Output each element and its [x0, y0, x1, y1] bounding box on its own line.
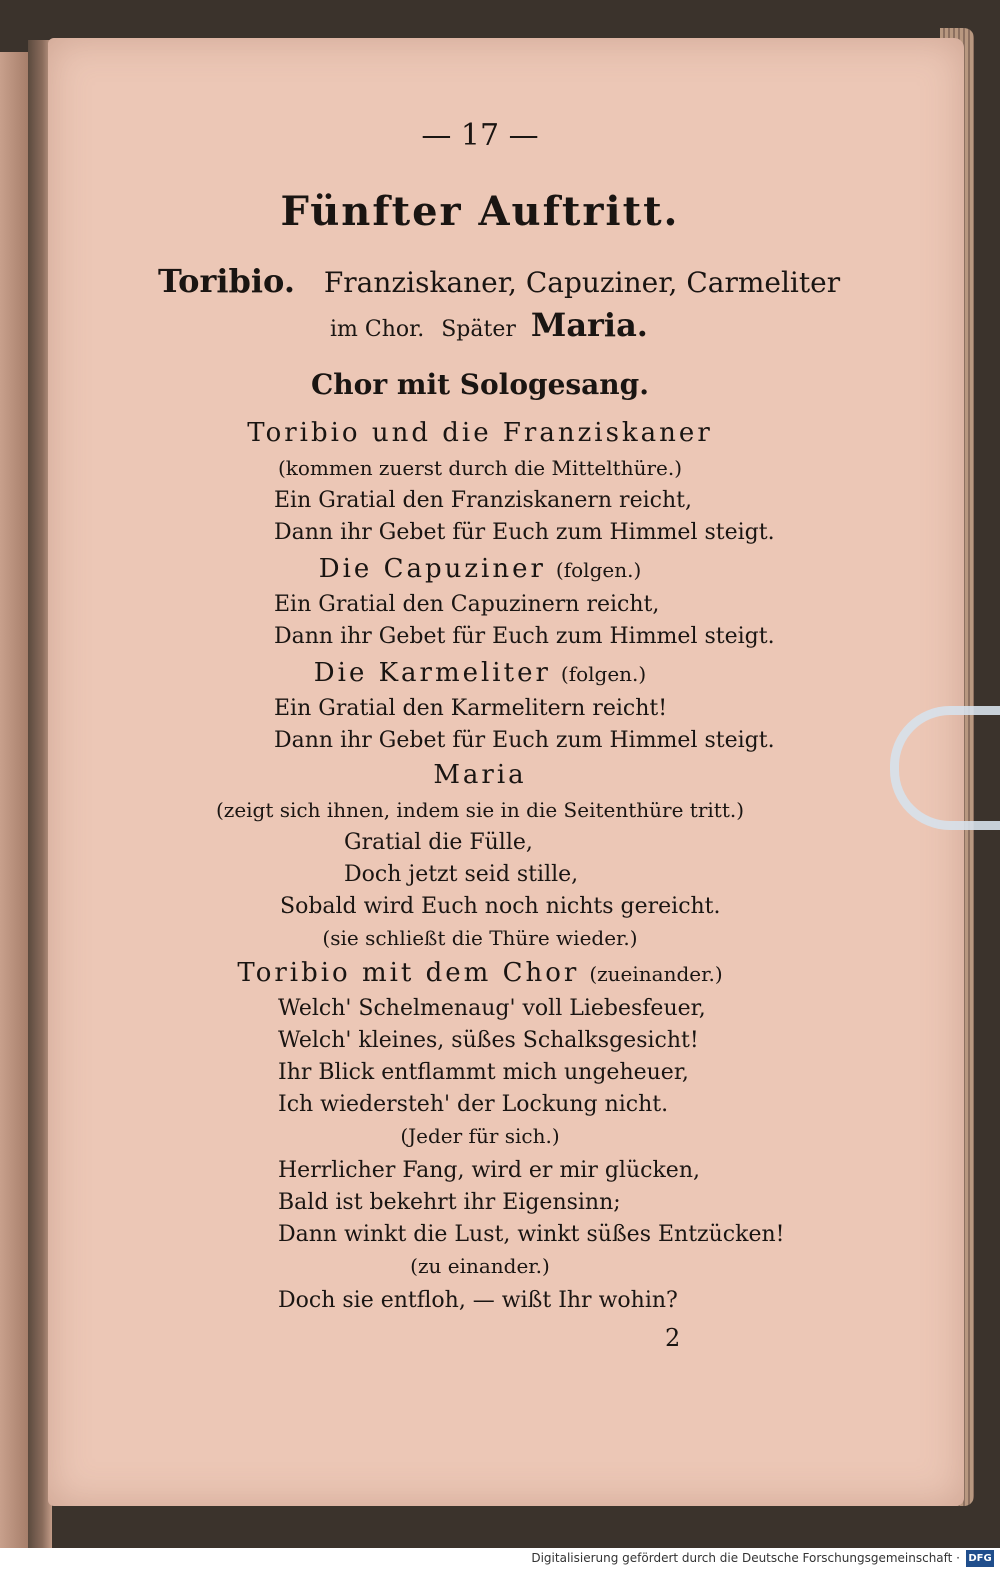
verse-line: Ein Gratial den Karmelitern reicht! — [274, 696, 668, 721]
speaker-direction: (zueinander.) — [589, 962, 723, 986]
speaker-name — [237, 958, 722, 988]
footer-bar — [0, 1548, 1000, 1571]
footer-credit: Digitalisierung gefördert durch die Deutsche Forschungsgemeinschaft · — [531, 1551, 960, 1565]
verse-line: Ich wiedersteh' der Lockung nicht. — [278, 1092, 669, 1117]
verse-line: Bald ist bekehrt ihr Eigensinn; — [278, 1190, 621, 1215]
scene-title: Fünfter Auftritt. — [280, 188, 680, 235]
speaker-name — [247, 418, 713, 448]
verse-line: Doch sie entfloh, — wißt Ihr wohin? — [278, 1288, 678, 1313]
speaker-name — [319, 554, 642, 584]
verse-line: Welch' Schelmenaug' voll Liebesfeuer, — [278, 996, 706, 1021]
verse-line: Ihr Blick entflammt mich ungeheuer, — [278, 1060, 689, 1085]
verse-line: Ein Gratial den Capuzinern reicht, — [274, 592, 660, 617]
speaker-label: Toribio mit dem Chor — [237, 958, 580, 988]
signature-mark: 2 — [665, 1324, 681, 1352]
verse-line: Sobald wird Euch noch nichts gereicht. — [280, 894, 721, 919]
left-page-edge — [0, 52, 30, 1548]
verse-line: Dann winkt die Lust, winkt süßes Entzücken! — [278, 1222, 785, 1247]
speaker-label: Maria — [433, 760, 527, 790]
verse-line: Gratial die Fülle, — [344, 830, 533, 855]
verse-line: Dann ihr Gebet für Euch zum Himmel steigt. — [274, 520, 775, 545]
stage-direction: (Jeder für sich.) — [400, 1124, 560, 1148]
cast-line-2 — [330, 306, 648, 344]
cast-spaeter: Später — [441, 317, 516, 342]
page-number: — 17 — — [421, 118, 539, 153]
verse-line: Ein Gratial den Franziskanern reicht, — [274, 488, 692, 513]
verse-line: Doch jetzt seid stille, — [344, 862, 579, 887]
stage-direction: (zu einander.) — [410, 1254, 550, 1278]
verse-line: Welch' kleines, süßes Schalksgesicht! — [278, 1028, 699, 1053]
speaker-direction: (folgen.) — [560, 662, 647, 686]
speaker-name — [433, 760, 526, 790]
dfg-logo: DFG — [966, 1550, 994, 1567]
speaker-label: Die Capuziner — [318, 554, 546, 584]
section-title: Chor mit Sologesang. — [311, 368, 649, 401]
stage-direction: (zeigt sich ihnen, indem sie in die Seitenthüre tritt.) — [215, 798, 745, 822]
speaker-name — [314, 658, 646, 688]
speaker-direction: (folgen.) — [555, 558, 642, 582]
cast-maria: Maria. — [530, 306, 648, 344]
cast-line-1 — [158, 262, 840, 300]
verse-line: Dann ihr Gebet für Euch zum Himmel steigt. — [274, 728, 775, 753]
stage-direction: (kommen zuerst durch die Mittelthüre.) — [277, 456, 683, 480]
cast-toribio: Toribio. — [158, 262, 295, 300]
cast-orders: Franziskaner, Capuziner, Carmeliter — [323, 266, 841, 299]
speaker-label: Die Karmeliter — [313, 658, 551, 688]
speaker-label: Toribio und die Franziskaner — [247, 418, 713, 448]
stage-direction: (sie schließt die Thüre wieder.) — [322, 926, 638, 950]
verse-line: Dann ihr Gebet für Euch zum Himmel steigt. — [274, 624, 775, 649]
paper-clip — [890, 706, 1000, 830]
cast-im-chor: im Chor. — [330, 317, 425, 342]
verse-line: Herrlicher Fang, wird er mir glücken, — [278, 1158, 700, 1183]
